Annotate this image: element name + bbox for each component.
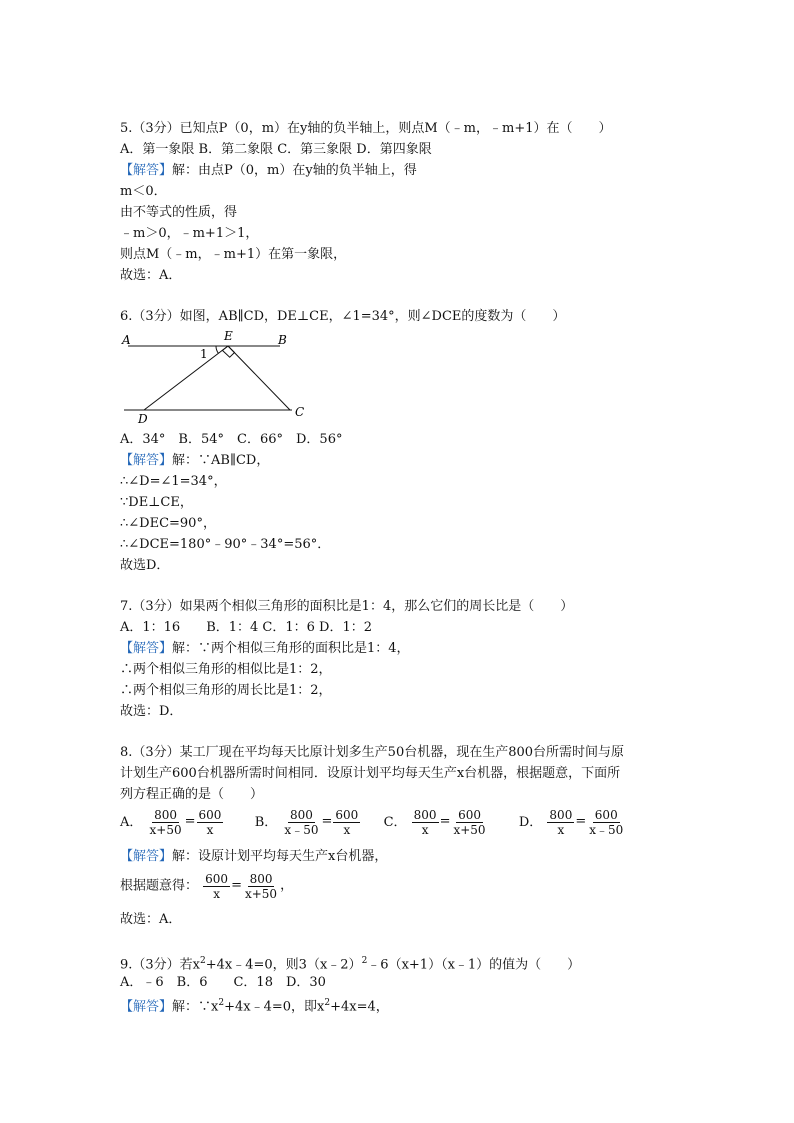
angle-1-arc	[216, 346, 218, 353]
q8-option-d: D． $\frac{800}{x}$ = $\frac{600}{x﹣50}$	[518, 807, 624, 837]
q6-options: A．34° B．54° C．66° D．56°	[120, 432, 343, 447]
answer-tag: 【解答】	[120, 999, 173, 1015]
q6-answer-line-2: ∴∠D=∠1=34°，	[120, 474, 227, 489]
fraction: $\frac{600}{x}$	[205, 871, 229, 901]
q6-answer-line-6: 故选D．	[120, 558, 170, 573]
label-b: B	[278, 333, 287, 347]
q7-answer-line-2: ∴两个相似三角形的相似比是1：2，	[120, 662, 332, 677]
q8-answer-line-1	[120, 846, 387, 867]
segment-de	[144, 346, 228, 410]
q7-answer-line-3: ∴两个相似三角形的周长比是1：2，	[120, 683, 332, 698]
q8-answer-equation: $\frac{600}{x}$ = $\frac{800}{x+50}$ ，	[205, 871, 294, 901]
q7-options: A．1：16 B．1：4 C．1：6 D．1：2	[120, 620, 373, 635]
q5-answer-line-6: 故选：A．	[120, 268, 182, 283]
q6-stem: 6.（3分）如图，AB∥CD，DE⊥CE，∠1=34°，则∠DCE的度数为（ ）	[120, 309, 566, 324]
segment-ec	[228, 346, 290, 410]
label-a: A	[122, 333, 131, 347]
option-label: D．	[518, 814, 543, 830]
q9-answer-line-1: 【解答】解：$\because x^2+4x﹣4=0$，即$x^2+4x=4$，	[120, 998, 389, 1015]
q6-answer-line-1	[120, 450, 269, 471]
q8-stem-line-3: 列方程正确的是（ ）	[120, 787, 264, 802]
label-c: C	[295, 405, 305, 419]
option-label: B．	[254, 814, 278, 830]
fraction: $\frac{800}{x}$	[413, 807, 437, 837]
fraction: $\frac{800}{x﹣50}$	[284, 807, 319, 837]
answer-tag: 【解答】	[120, 453, 173, 468]
label-e: E	[224, 330, 233, 343]
q5-answer-line-2: m＜0．	[120, 184, 167, 199]
q8-options	[120, 804, 626, 841]
q8-stem-line-2: 计划生产600台机器所需时间相同．设原计划平均每天生产x台机器，根据题意，下面所	[120, 766, 621, 781]
q7-answer-text: 解：∵两个相似三角形的面积比是1：4，	[172, 641, 410, 656]
fraction: $\frac{600}{x+50}$	[453, 807, 486, 837]
q8-answer-line-3: 故选：A．	[120, 912, 182, 927]
q5-answer-line-1	[120, 160, 417, 181]
option-label: A．	[120, 814, 143, 830]
q9-options: A．﹣6 B．6 C．18 D．30	[120, 975, 326, 990]
label-d: D	[138, 412, 148, 425]
q5-answer-line-3: 由不等式的性质，得	[120, 205, 238, 220]
q9-stem: 9.（3分）若$x^2+4x﹣4=0$，则3（x﹣2）$^2$﹣6（x+1）（x﹣1）的值为（ ）	[120, 956, 581, 973]
q7-stem: 7.（3分）如果两个相似三角形的面积比是1：4，那么它们的周长比是（ ）	[120, 599, 574, 614]
fraction: $\frac{600}{x﹣50}$	[589, 807, 624, 837]
option-label: C．	[383, 814, 407, 830]
fraction: $\frac{800}{x+50}$	[149, 807, 182, 837]
q8-stem-line-1: 8.（3分）某工厂现在平均每天比原计划多生产50台机器，现在生产800台所需时间与原	[120, 745, 625, 760]
fraction: $\frac{800}{x}$	[549, 807, 573, 837]
q8-answer-text: 解：设原计划平均每天生产x台机器，	[172, 849, 388, 864]
answer-tag: 【解答】	[120, 641, 173, 656]
fraction: $\frac{600}{x}$	[198, 807, 222, 837]
q8-option-a: A． $\frac{800}{x+50}$ = $\frac{600}{x}$	[120, 807, 222, 837]
answer-tag: 【解答】	[120, 849, 173, 864]
q5-options: A．第一象限 B．第二象限 C．第三象限 D．第四象限	[120, 142, 432, 157]
q6-answer-text: 解：∵AB∥CD，	[172, 453, 270, 468]
q8-answer-line-2: 根据题意得： $\frac{600}{x}$ = $\frac{800}{x+50}$ ，	[120, 868, 293, 905]
q8-option-b: B． $\frac{800}{x﹣50}$ = $\frac{600}{x}$	[254, 807, 359, 837]
q6-answer-line-5: ∴∠DCE=180°﹣90°﹣34°=56°．	[120, 537, 331, 552]
fraction: $\frac{800}{x+50}$	[244, 871, 278, 901]
q6-answer-line-3: ∵DE⊥CE，	[120, 495, 193, 510]
fraction: $\frac{600}{x}$	[335, 807, 359, 837]
q5-answer-text: 解：由点P（0，m）在y轴的负半轴上，得	[172, 163, 417, 178]
q5-answer-line-4: ﹣m＞0，﹣m+1＞1，	[120, 226, 259, 241]
q6-geometry-figure	[118, 330, 318, 425]
answer-tag: 【解答】	[120, 163, 173, 178]
right-angle-mark	[222, 346, 234, 357]
q5-answer-line-5: 则点M（﹣m，﹣m+1）在第一象限，	[120, 247, 347, 262]
q5-stem: 5.（3分）已知点P（0，m）在y轴的负半轴上，则点M（﹣m，﹣m+1）在（ ）	[120, 121, 612, 136]
q8-option-c: C． $\frac{800}{x}$ = $\frac{600}{x+50}$	[383, 807, 486, 837]
q6-answer-line-4: ∴∠DEC=90°，	[120, 516, 216, 531]
q7-answer-line-4: 故选：D．	[120, 704, 183, 719]
label-angle-1: 1	[200, 347, 208, 361]
q7-answer-line-1	[120, 638, 410, 659]
